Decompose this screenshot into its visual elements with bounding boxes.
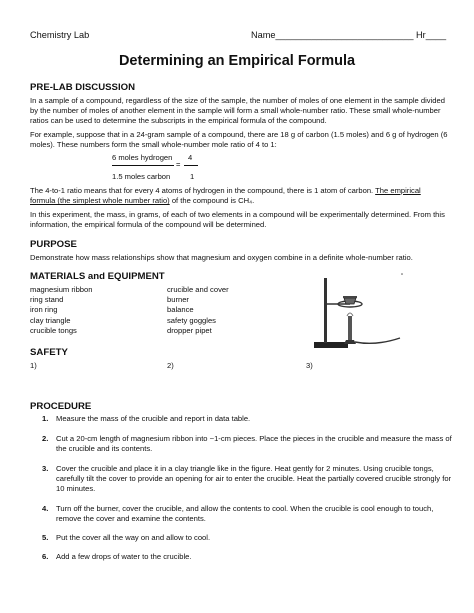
- material-item: clay triangle: [30, 315, 71, 325]
- prelab-paragraph-3: [30, 186, 448, 206]
- p3-text-a: The 4-to-1 ratio means that for every 4 atoms of hydrogen in the compound, there is 1 atom of carbon.: [30, 186, 376, 195]
- safety-item: 3): [306, 361, 313, 370]
- material-item: iron ring: [30, 305, 58, 315]
- step-text: Put the cover all the way on and allow to cool.: [56, 533, 211, 542]
- step-text: Add a few drops of water to the crucible.: [56, 552, 192, 561]
- ratio-denominator: 1.5 moles carbon: [112, 172, 171, 181]
- step-number: 1.: [42, 414, 49, 423]
- material-item: balance: [167, 305, 194, 315]
- page-title: Determining an Empirical Formula: [118, 53, 356, 69]
- materials-heading: MATERIALS and EQUIPMENT: [30, 271, 165, 282]
- purpose-text: Demonstrate how mass relationships show that magnesium and oxygen combine in a definite whole-number ratio.: [30, 253, 413, 262]
- step-text: Measure the mass of the crucible and report in data table.: [56, 414, 251, 423]
- material-item: ring stand: [30, 295, 64, 305]
- prelab-paragraph-2: For example, suppose that in a 24-gram sample of a compound, there are 18 g of carbon (1.5 moles) and 6 g of hydrogen (6 moles). These numbers form the small whole-number mole ratio of 4 to 1:: [30, 130, 448, 150]
- materials-col-2: [167, 285, 229, 336]
- prelab-heading: PRE-LAB DISCUSSION: [30, 82, 136, 93]
- material-item: dropper pipet: [167, 325, 212, 335]
- purpose-heading: PURPOSE: [30, 239, 77, 250]
- ring-stand-apparatus-icon: [306, 272, 406, 352]
- material-item: safety goggles: [167, 315, 216, 325]
- step-number: 5.: [42, 533, 49, 542]
- step-number: 3.: [42, 464, 49, 473]
- step-text: Cover the crucible and place it in a clay triangle like in the figure. Heat gently for 2 minutes. Using crucible tongs, carefully tilt the cover to provide an opening for air to enter the crucible. Heat the partially covered crucible strongly for 10 minutes.: [56, 464, 452, 494]
- safety-item: 1): [30, 361, 37, 370]
- ratio-numerator: 6 moles hydrogen: [112, 153, 173, 162]
- p3-text-c: of the compound is CH₄.: [169, 196, 255, 206]
- prelab-paragraph-1: In a sample of a compound, regardless of the size of the sample, the number of moles of one element in the sample divided by the number of moles of another element in the sample will form a small whole-number ratio. These small whole-number ratios can be used to determine the subscripts in the empirical formula of the compound.: [30, 96, 445, 126]
- prelab-paragraph-4: In this experiment, the mass, in grams, of each of two elements in a compound will be experimentally determined. From this information, the empirical formula of the compound will be determined.: [30, 210, 445, 230]
- name-hour-field: Name___________________________ Hr____: [251, 30, 447, 40]
- step-text: Cut a 20-cm length of magnesium ribbon into ~1-cm pieces. Place the pieces in the crucible and measure the mass of the crucible and its contents.: [56, 434, 452, 454]
- step-number: 6.: [42, 552, 49, 561]
- course-label: Chemistry Lab: [30, 30, 90, 40]
- p3-underlined: The empirical formula (the simplest whole number ratio): [30, 186, 421, 206]
- step-number: 2.: [42, 434, 49, 443]
- mole-ratio-equation: [112, 153, 232, 183]
- materials-col-1: [30, 285, 92, 336]
- safety-heading: SAFETY: [30, 347, 68, 358]
- safety-item: 2): [167, 361, 174, 370]
- ratio-result-numerator: 4: [188, 153, 193, 162]
- material-item: magnesium ribbon: [30, 285, 93, 294]
- material-item: crucible tongs: [30, 325, 77, 335]
- step-text: Turn off the burner, cover the crucible, and allow the contents to cool. When the crucible is cool enough to touch, remove the cover and examine the contents.: [56, 504, 434, 524]
- fraction-bar: [112, 165, 174, 166]
- step-number: 4.: [42, 504, 49, 513]
- page-header: [30, 30, 447, 42]
- material-item: crucible and cover: [167, 285, 229, 294]
- procedure-heading: PROCEDURE: [30, 401, 92, 412]
- equals-sign: =: [176, 160, 181, 169]
- material-item: burner: [167, 295, 189, 305]
- fraction-bar-result: [184, 165, 198, 166]
- ratio-result-denominator: 1: [190, 172, 195, 181]
